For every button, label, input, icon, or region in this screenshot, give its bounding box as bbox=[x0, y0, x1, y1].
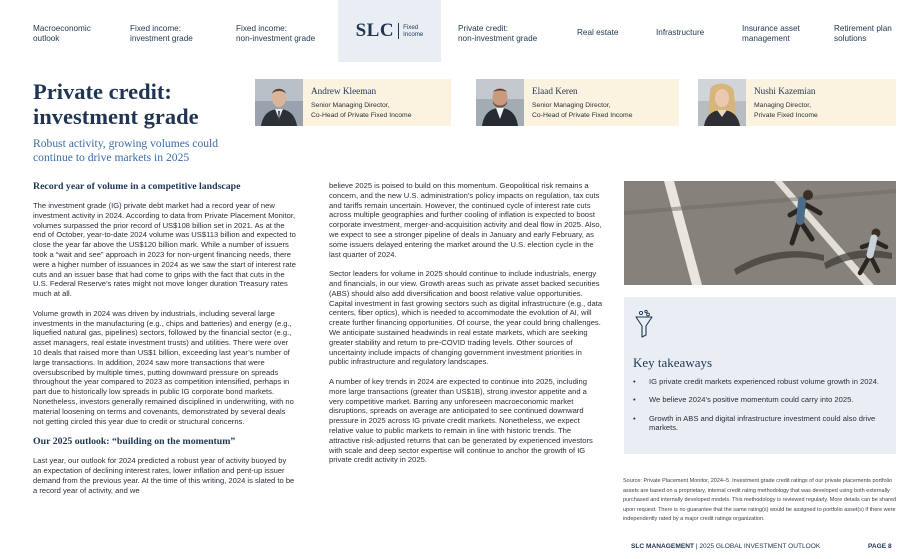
person-role: Senior Managing Director, Co-Head of Private Fixed Income bbox=[532, 102, 633, 119]
key-takeaways-list bbox=[633, 377, 891, 442]
list-item: • Growth in ABS and digital infrastructure investment could also drive markets. bbox=[633, 414, 891, 434]
section-heading: Our 2025 outlook: “building on the momentum” bbox=[33, 436, 236, 448]
text-column-1 bbox=[33, 181, 296, 505]
person-photo bbox=[698, 79, 746, 126]
footer bbox=[631, 543, 820, 550]
text-column-2 bbox=[329, 181, 603, 475]
logo-mark: SLC bbox=[355, 20, 395, 41]
nav-insurance-asset-management[interactable]: Insurance asset management bbox=[742, 24, 800, 43]
nav-private-credit-non-ig[interactable]: Private credit: non-investment grade bbox=[458, 24, 538, 43]
person-role: Senior Managing Director, Co-Head of Private Fixed Income bbox=[311, 102, 412, 119]
page-title: Private credit: investment grade bbox=[33, 79, 199, 129]
list-item: • We believe 2024’s positive momentum could carry into 2025. bbox=[633, 395, 891, 405]
logo-divider bbox=[398, 23, 399, 39]
person-name: Elaad Keren bbox=[532, 86, 578, 96]
paragraph: A number of key trends in 2024 are expected to continue into 2025, including more large transactions (greater than US$1B), strong investor appetite and a very competitive market. Barring any unforeseen macroeconomic market disruptions, spreads on average are anticipated to see continued downward pressure in 2025 across IG private credit markets. Nonetheless, we expect relative value to public markets to remain in line with historic trends. The attractive risk-adjusted returns that can be generated by experienced investors with scale and deep sector expertise will continue to anchor the growth of IG private credit activity in 2025. bbox=[329, 376, 593, 465]
person-card bbox=[476, 79, 679, 126]
nav-fixed-income-ig[interactable]: Fixed income: investment grade bbox=[130, 24, 193, 43]
logo-subtitle: Fixed Income bbox=[403, 23, 424, 38]
person-card bbox=[255, 79, 451, 126]
nav-retirement-plan-solutions[interactable]: Retirement plan solutions bbox=[834, 24, 892, 43]
person-card bbox=[698, 79, 896, 126]
page-subtitle: Robust activity, growing volumes could continue to drive markets in 2025 bbox=[33, 137, 219, 164]
person-photo bbox=[476, 79, 524, 126]
funnel-icon bbox=[634, 309, 654, 339]
key-takeaways-panel bbox=[624, 297, 896, 454]
footer-doc-title: | 2025 GLOBAL INVESTMENT OUTLOOK bbox=[694, 543, 821, 550]
person-name: Andrew Kleeman bbox=[311, 86, 377, 96]
person-role: Managing Director, Private Fixed Income bbox=[754, 102, 818, 119]
nav-macroeconomic-outlook[interactable]: Macroeconomic outlook bbox=[33, 24, 91, 43]
list-item: • IG private credit markets experienced robust volume growth in 2024. bbox=[633, 377, 891, 387]
source-note: Source: Private Placement Monitor, 2024–5. Investment grade credit ratings of our private placements portfolio assets are based on a proprietary, internal credit rating methodology that was developed using both externally purchased and internally developed models. This methodology is reviewed regularly. More details can be shared upon request. There is no guarantee that the same rating(s) would be assigned to portfolio asset(s) if there were independently rated by a major credit ratings organization. bbox=[623, 478, 897, 523]
runners-photo bbox=[624, 181, 896, 285]
slc-logo[interactable] bbox=[338, 0, 441, 62]
person-name: Nushi Kazemian bbox=[754, 86, 816, 96]
footer-brand: SLC MANAGEMENT bbox=[631, 543, 695, 550]
paragraph: believe 2025 is poised to build on this momentum. Geopolitical risk remains a concern, and the new U.S. administration’s policy impacts on regulation, tax cuts and tariffs remain uncertain. However, the continued cycle of interest rate cuts across multiple geographies and further cooling of inflation is expected to boost corporate investment, merger-and-acquisition activity and deal flow in 2025. Also, we expect to see a stronger pipeline of deals in January and early February, as some issuers delayed entering the market around the U.S. election cycle in the last quarter of 2024. bbox=[329, 181, 602, 259]
key-takeaways-title: Key takeaways bbox=[633, 355, 713, 370]
nav-infrastructure[interactable]: Infrastructure bbox=[656, 28, 705, 37]
nav-fixed-income-non-ig[interactable]: Fixed income: non-investment grade bbox=[236, 24, 316, 43]
nav-real-estate[interactable]: Real estate bbox=[577, 28, 619, 37]
paragraph: Volume growth in 2024 was driven by industrials, including several large investments in the manufacturing (e.g., chips and batteries) and energy (e.g., liquefied natural gas, pipelines) sectors, followed by the financial sector (e.g., asset managers, real estate investment trusts) and utilities. There were over 10 deals that raised more than US$1 billion, exceeding last year’s number of large transactions. In addition, 2024 saw more transactions that were oversubscribed by multiple times, putting downward pressure on spreads throughout the year compared to 2023 as competition intensified, perhaps in part due to historically low spreads in public IG corporate bond markets. Nonetheless, investors generally remained disciplined in underwriting, with no material loosening on terms and covenants, demonstrated by several deals not getting circled this year due to credit or structural concerns. bbox=[33, 308, 294, 426]
page-number: PAGE 8 bbox=[868, 543, 892, 550]
section-heading: Record year of volume in a competitive landscape bbox=[33, 181, 241, 192]
paragraph: Sector leaders for volume in 2025 should continue to include industrials, energy and financials, in our view. Growth areas such as private asset backed securities (ABS) should also add diversification and boost relative value opportunities. Capital investment in fast growing sectors such as digital infrastructure (e.g., data centers, fiber optics), which is needed to accommodate the evolution of AI, will create further financing opportunities. Of course, the year could bring challenges. We anticipate sustained headwinds in real estate markets, which are seeking greater stability and return to pre-COVID trading levels. Other sources of uncertainty include impacts of changing government investment priorities in public infrastructure and regulatory landscapes. bbox=[329, 269, 603, 367]
top-navigation bbox=[0, 0, 920, 62]
paragraph: Last year, our outlook for 2024 predicted a robust year of activity buoyed by an expectation of declining interest rates, lower inflation and pent-up issuer demand from the previous year. At the time of this writing, 2024 is slated to be a record year of activity, and we bbox=[33, 456, 295, 495]
person-photo bbox=[255, 79, 303, 126]
paragraph: The investment grade (IG) private debt market had a record year of new investment activity in 2024. According to data from Private Placement Monitor, volumes surpassed the prior record of US$108 billion set in 2021. As at the end of October, year-to-date 2024 volume was US$113 billion and expected to close the year far above the US$120 billion mark. While a number of issuers took a “wait and see” approach in 2023 for non-urgent financing needs, there were a higher number of issuances in 2024 as we saw the start of interest rate cuts and an issuer base that had come to grips with the fact that cuts in the U.S. Federal Reserve’s rates might not move longer duration Treasury rates much at all. bbox=[33, 201, 296, 299]
